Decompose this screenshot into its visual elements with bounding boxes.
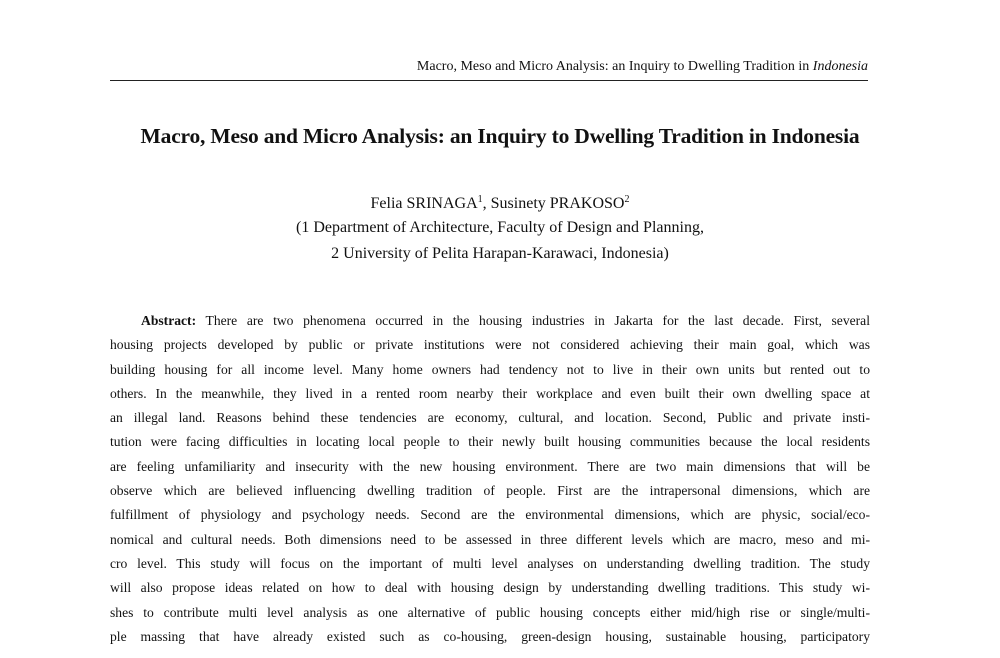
abstract-line: observe which are believed influencing dwelling tradition of people. First are the intrapersonal dimensions, which are xyxy=(110,483,870,499)
abstract-line: others. In the meanwhile, they lived in a rented room nearby their workplace and even built their own dwelling space at xyxy=(110,385,870,401)
affiliation-line-1: (1 Department of Architecture, Faculty of Design and Planning, xyxy=(296,219,704,236)
author-2: Susinety PRAKOSO xyxy=(490,195,625,212)
abstract-line: housing projects developed by public or private institutions were not considered achieving their main goal, which was xyxy=(110,337,870,353)
paper-title: Macro, Meso and Micro Analysis: an Inquiry to Dwelling Tradition in Indonesia xyxy=(140,124,860,148)
abstract-label: Abstract: xyxy=(141,313,197,328)
author-separator: , xyxy=(482,195,491,212)
abstract-line: building housing for all income level. Many home owners had tendency not to live in their own units but rented out to xyxy=(110,361,870,377)
abstract-line: an illegal land. Reasons behind these tendencies are economy, cultural, and location. Second, Public and private insti- xyxy=(110,410,870,426)
abstract-line: are feeling unfamiliarity and insecurity with the new housing environment. There are two main dimensions that will be xyxy=(110,458,870,474)
abstract-line: will also propose ideas related on how to deal with housing design by understanding dwelling traditions. This study wi- xyxy=(110,580,870,596)
abstract-line: cro level. This study will focus on the important of multi level analyses on understanding dwelling tradition. The study xyxy=(110,555,870,571)
running-head xyxy=(110,58,868,76)
abstract-line: tution were facing difficulties in locating local people to their newly built housing communities because the local residents xyxy=(110,434,870,450)
running-head-text: Macro, Meso and Micro Analysis: an Inquiry to Dwelling Tradition in xyxy=(416,59,810,74)
author-2-affiliation-mark: 2 xyxy=(624,194,630,205)
abstract-line: fulfillment of physiology and psychology needs. Second are the environmental dimensions, which are physic, social/eco- xyxy=(110,507,870,523)
author-1-affiliation-mark: 1 xyxy=(477,194,483,205)
author-1: Felia SRINAGA xyxy=(370,195,478,212)
abstract-line: ple massing that have already existed such as co-housing, green-design housing, sustainable housing, participatory xyxy=(110,628,870,644)
running-head-italic: Indonesia xyxy=(812,59,868,74)
header-rule xyxy=(110,80,868,81)
abstract xyxy=(110,309,870,649)
author-line xyxy=(0,191,1000,217)
abstract-line: shes to contribute multi level analysis as one alternative of public housing concepts either mid/high rise or single/multi- xyxy=(110,604,870,620)
affiliation-line-2: 2 University of Pelita Harapan-Karawaci, Indonesia) xyxy=(331,245,669,262)
abstract-line: Abstract: There are two phenomena occurred in the housing industries in Jakarta for the last decade. First, several xyxy=(141,313,870,328)
abstract-line: nomical and cultural needs. Both dimensions need to be assessed in three different levels which are macro, meso and mi- xyxy=(110,531,870,547)
